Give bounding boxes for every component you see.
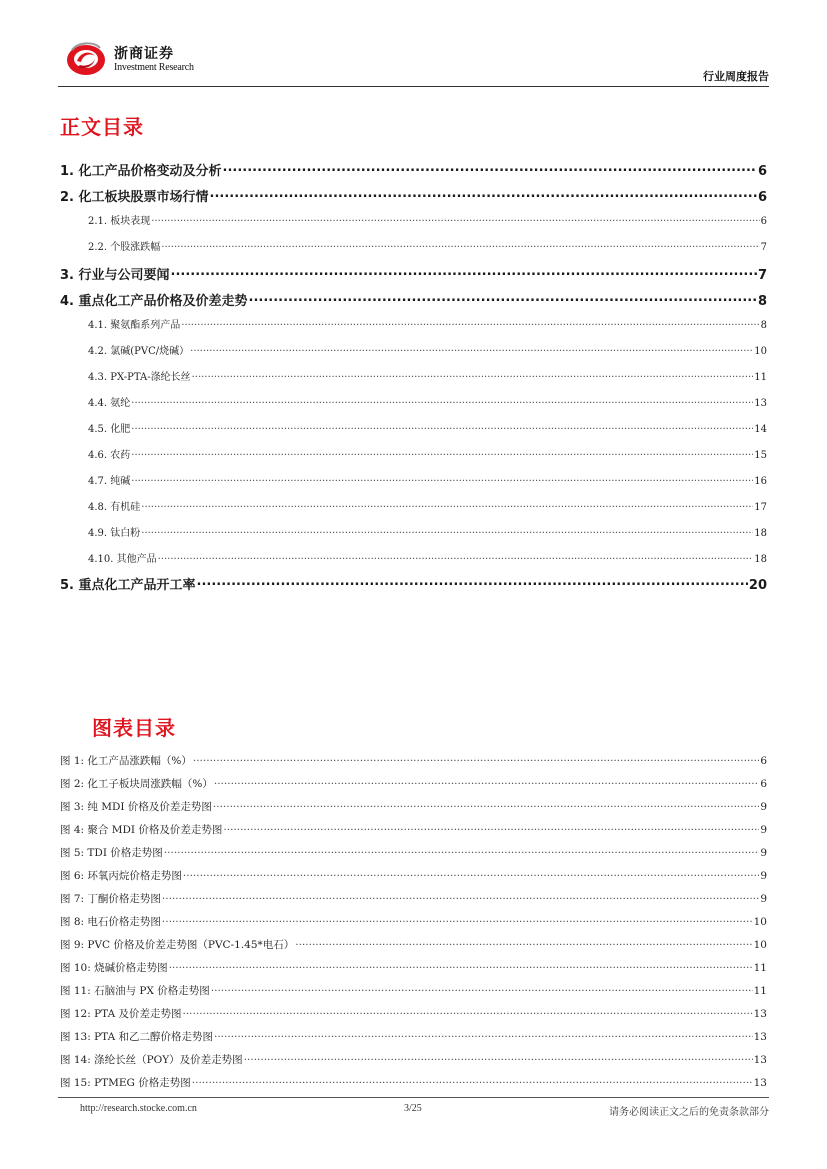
- entry-page-number: 17: [754, 502, 767, 513]
- entry-page-number: 7: [760, 242, 767, 253]
- entry-label: 4.5. 化肥: [88, 424, 131, 435]
- entry-label: 图 15: PTMEG 价格走势图: [60, 1077, 191, 1089]
- toc-subsection-link[interactable]: [60, 394, 767, 409]
- figure-link[interactable]: [60, 845, 767, 860]
- brand-logo-icon: [66, 40, 106, 76]
- entry-page-number: 13: [753, 1008, 767, 1020]
- entry-label: 4.2. 氯碱(PVC/烧碱）: [88, 346, 190, 357]
- page-number: 3/25: [404, 1103, 422, 1114]
- figure-link[interactable]: [60, 822, 767, 837]
- figure-link[interactable]: [60, 983, 767, 998]
- disclaimer-note: 请务必阅读正文之后的免责条款部分: [609, 1107, 769, 1118]
- entry-label: 图 9: PVC 价格及价差走势图（PVC-1.45*电石）: [60, 939, 295, 951]
- toc-subsection-link[interactable]: [60, 342, 767, 357]
- entry-page-number: 18: [754, 554, 767, 565]
- figures-title: 图表目录: [92, 716, 176, 740]
- figure-link[interactable]: [60, 776, 767, 791]
- dot-leader: [183, 869, 759, 880]
- entry-label: 1. 化工产品价格变动及分析: [60, 164, 222, 179]
- toc-section-link[interactable]: [60, 160, 767, 179]
- entry-page-number: 11: [753, 985, 767, 997]
- entry-page-number: 9: [760, 847, 767, 859]
- entry-page-number: 7: [757, 268, 767, 283]
- entry-page-number: 9: [760, 893, 767, 905]
- dot-leader: [214, 1030, 753, 1041]
- entry-page-number: 8: [757, 294, 767, 309]
- entry-page-number: 9: [760, 801, 767, 813]
- dot-leader: [183, 1007, 753, 1018]
- entry-label: 5. 重点化工产品开工率: [60, 578, 196, 593]
- toc-subsection-link[interactable]: [60, 472, 767, 487]
- entry-label: 4.1. 聚氨酯系列产品: [88, 320, 181, 331]
- entry-page-number: 13: [753, 1054, 767, 1066]
- dot-leader: [161, 240, 759, 250]
- dot-leader: [244, 1053, 753, 1064]
- figure-link[interactable]: [60, 1075, 767, 1090]
- dot-leader: [162, 915, 753, 926]
- toc-subsection-link[interactable]: [60, 498, 767, 513]
- figure-link[interactable]: [60, 891, 767, 906]
- dot-leader: [141, 500, 753, 510]
- entry-label: 图 1: 化工产品涨跌幅（%）: [60, 755, 192, 767]
- entry-page-number: 8: [760, 320, 767, 331]
- entry-page-number: 10: [753, 916, 767, 928]
- figure-link[interactable]: [60, 937, 767, 952]
- brand-name-cn: 浙商证券: [114, 46, 174, 62]
- entry-page-number: 6: [760, 216, 767, 227]
- entry-label: 4.9. 钛白粉: [88, 528, 141, 539]
- toc-subsection-link[interactable]: [60, 446, 767, 461]
- entry-page-number: 10: [753, 939, 767, 951]
- entry-page-number: 9: [760, 824, 767, 836]
- entry-label: 4.7. 纯碱: [88, 476, 131, 487]
- entry-label: 图 5: TDI 价格走势图: [60, 847, 163, 859]
- entry-label: 2.1. 板块表现: [88, 216, 151, 227]
- entry-page-number: 13: [754, 398, 767, 409]
- entry-page-number: 16: [754, 476, 767, 487]
- entry-label: 4.3. PX-PTA-涤纶长丝: [88, 372, 191, 383]
- entry-label: 4.4. 氨纶: [88, 398, 131, 409]
- entry-label: 4.8. 有机硅: [88, 502, 141, 513]
- figure-link[interactable]: [60, 914, 767, 929]
- figure-link[interactable]: [60, 868, 767, 883]
- entry-label: 图 7: 丁酮价格走势图: [60, 893, 161, 905]
- toc-section-link[interactable]: [60, 290, 767, 309]
- footer-url[interactable]: http://research.stocke.com.cn: [80, 1103, 197, 1114]
- brand-name: [114, 46, 194, 74]
- entry-page-number: 6: [757, 164, 767, 179]
- toc-section-link[interactable]: [60, 264, 767, 283]
- figure-link[interactable]: [60, 1029, 767, 1044]
- dot-leader: [141, 526, 753, 536]
- dot-leader: [249, 292, 757, 305]
- entry-label: 图 12: PTA 及价差走势图: [60, 1008, 182, 1020]
- entry-label: 图 2: 化工子板块周涨跌幅（%）: [60, 778, 213, 790]
- entry-page-number: 15: [754, 450, 767, 461]
- dot-leader: [164, 846, 760, 857]
- entry-page-number: 11: [754, 372, 767, 383]
- dot-leader: [295, 938, 752, 949]
- dot-leader: [213, 800, 759, 811]
- entry-page-number: 11: [753, 962, 767, 974]
- entry-label: 2.2. 个股涨跌幅: [88, 242, 161, 253]
- dot-leader: [211, 984, 753, 995]
- entry-label: 图 3: 纯 MDI 价格及价差走势图: [60, 801, 212, 813]
- dot-leader: [197, 576, 748, 589]
- entry-page-number: 13: [753, 1077, 767, 1089]
- entry-page-number: 14: [754, 424, 767, 435]
- toc-subsection-link[interactable]: [60, 524, 767, 539]
- figure-link[interactable]: [60, 799, 767, 814]
- toc-subsection-link[interactable]: [60, 368, 767, 383]
- dot-leader: [151, 214, 759, 224]
- figure-link[interactable]: [60, 1006, 767, 1021]
- dot-leader: [214, 777, 759, 788]
- dot-leader: [131, 474, 753, 484]
- entry-label: 2. 化工板块股票市场行情: [60, 190, 209, 205]
- entry-page-number: 6: [757, 190, 767, 205]
- toc-section-link[interactable]: [60, 186, 767, 205]
- dot-leader: [223, 823, 759, 834]
- entry-label: 图 4: 聚合 MDI 价格及价差走势图: [60, 824, 223, 836]
- entry-label: 4.10. 其他产品: [88, 554, 157, 565]
- entry-label: 图 14: 涤纶长丝（POY）及价差走势图: [60, 1054, 243, 1066]
- toc-title: 正文目录: [60, 115, 144, 139]
- dot-leader: [171, 266, 757, 279]
- toc-subsection-link[interactable]: [60, 212, 767, 227]
- entry-label: 图 13: PTA 和乙二醇价格走势图: [60, 1031, 213, 1043]
- entry-label: 3. 行业与公司要闻: [60, 268, 170, 283]
- toc-subsection-link[interactable]: [60, 420, 767, 435]
- entry-label: 图 8: 电石价格走势图: [60, 916, 161, 928]
- dot-leader: [181, 318, 759, 328]
- entry-label: 4.6. 农药: [88, 450, 131, 461]
- toc-subsection-link[interactable]: [60, 316, 767, 331]
- dot-leader: [169, 961, 753, 972]
- toc-subsection-link[interactable]: [60, 550, 767, 565]
- entry-page-number: 6: [760, 778, 767, 790]
- entry-page-number: 10: [754, 346, 767, 357]
- dot-leader: [190, 344, 753, 354]
- dot-leader: [162, 892, 759, 903]
- figure-link[interactable]: [60, 960, 767, 975]
- brand-name-en: Investment Research: [114, 62, 194, 73]
- entry-page-number: 20: [748, 578, 767, 593]
- entry-label: 图 6: 环氧丙烷价格走势图: [60, 870, 182, 882]
- dot-leader: [192, 1076, 753, 1087]
- toc-subsection-link[interactable]: [60, 238, 767, 253]
- header-divider: [58, 86, 769, 87]
- dot-leader: [210, 188, 757, 201]
- dot-leader: [193, 754, 759, 765]
- entry-page-number: 18: [754, 528, 767, 539]
- dot-leader: [131, 422, 753, 432]
- toc-section-link[interactable]: [60, 574, 767, 593]
- entry-page-number: 6: [760, 755, 767, 767]
- figure-link[interactable]: [60, 1052, 767, 1067]
- dot-leader: [192, 370, 754, 380]
- entry-page-number: 9: [760, 870, 767, 882]
- entry-label: 图 10: 烧碱价格走势图: [60, 962, 168, 974]
- footer-divider: [58, 1097, 769, 1098]
- dot-leader: [131, 448, 753, 458]
- entry-label: 4. 重点化工产品价格及价差走势: [60, 294, 248, 309]
- entry-label: 图 11: 石脑油与 PX 价格走势图: [60, 985, 210, 997]
- dot-leader: [131, 396, 753, 406]
- document-type: 行业周度报告: [703, 70, 769, 83]
- dot-leader: [223, 162, 757, 175]
- figure-link[interactable]: [60, 753, 767, 768]
- dot-leader: [158, 552, 754, 562]
- entry-page-number: 13: [753, 1031, 767, 1043]
